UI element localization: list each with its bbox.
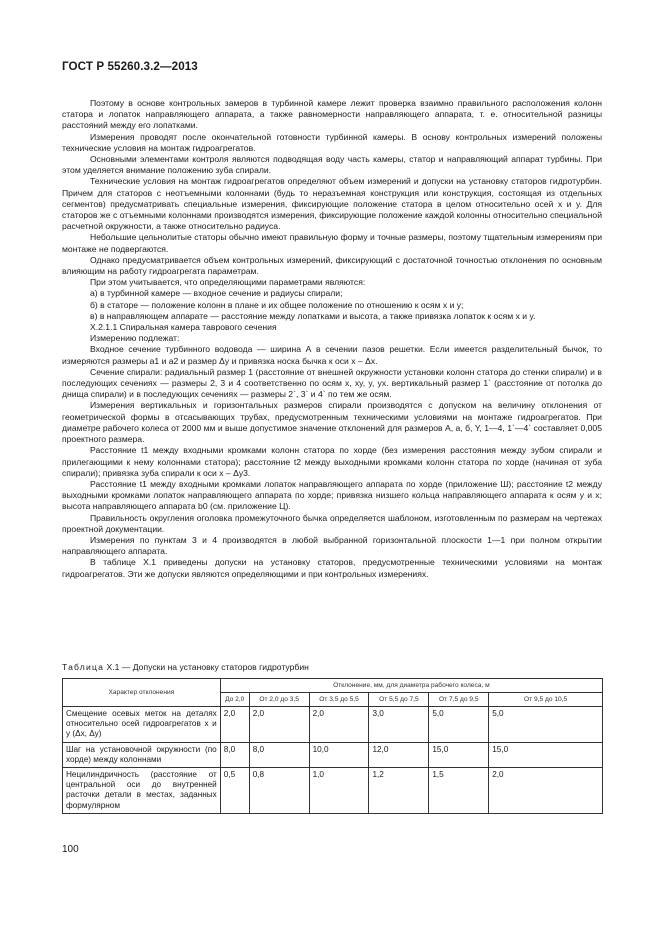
paragraph: Измерения по пунктам 3 и 4 производятся в любой выбранной горизонтальной плоскости 1—1 при полном открытии направляющего аппарата. <box>62 534 602 557</box>
table-cell: 1,5 <box>429 768 489 814</box>
paragraph: Измерения проводят после окончательной готовности турбинной камеры. В основу контрольных измерений положены технические условия на монтаж гидроагрегатов. <box>62 131 602 153</box>
sub-header: До 2,0 <box>220 693 249 707</box>
table-cell: 8,0 <box>220 742 249 767</box>
paragraph: Входное сечение турбинного водовода — ширина А в сечении пазов решетки. Если имеется разделительный бычок, то измеряются размеры a1 и a2 и размер Δy и привязка носка бычка к оси x – Δx. <box>62 344 602 366</box>
table-cell: 2,0 <box>249 707 309 743</box>
paragraph: При этом учитывается, что определяющими параметрами являются: <box>90 277 366 288</box>
paragraph: В таблице X.1 приведены допуски на установку статоров, предусмотренные техническими условиями на монтаж гидроагрегатов. Эти же допуски являются определяющими и при контрольных измерениях. <box>62 557 602 579</box>
table-caption-label: Таблица <box>62 662 105 672</box>
table-caption <box>62 662 309 672</box>
sub-header: От 3,5 до 5,5 <box>309 693 369 707</box>
paragraph: Технические условия на монтаж гидроагрегатов определяют объем измерений и допуски на установку статоров гидротурбин. Причем для статоров с неотъемными колоннами (будь то неразъемная конструкция или конструкция, состоящая из отдельных сегментов) предусматривать специальные измерения, фиксирующие положение статора в целом относительно осей x и y. Для статоров же с отъемными колоннами производятся измерения, фиксирующие положение каждой колонны относительно специальной расчетной окружности, а также относительно радиуса. <box>62 176 602 232</box>
paragraph: Расстояние t1 между входными кромками лопаток направляющего аппарата по хорде (приложение Ш); расстояние t2 между выходными кромками лопаток направляющего аппарата по хорде; привязка низшего кольца направляющего аппарата к осям y и x; высота направляющего аппарата b0 (см. приложение Ц). <box>62 478 602 512</box>
row-label: Нецилиндричность (расстояние от центральной оси до внутренней расточки детали в местах, заданных формулярном <box>63 768 221 814</box>
table-cell: 15,0 <box>489 742 603 767</box>
col-header-character: Характер отклонения <box>63 679 221 707</box>
table-cell: 12,0 <box>369 742 429 767</box>
table-cell: 1,0 <box>309 768 369 814</box>
section-heading: X.2.1.1 Спиральная камера таврового сечения <box>90 322 277 333</box>
table-row <box>63 707 603 743</box>
paragraph: Сечение спирали: радиальный размер 1 (расстояние от внешней окружности установки колонн статора до стенки спирали) и в последующих сечениях — размеры 2, 3 и 4 соответственно по осям x, xy, y, yx. вертикальный размер 1` (расстояние от потолка до днища спирали) и в последующих сечениях — размеры 2`, 3` и 4` по тем же осям. <box>62 366 602 400</box>
list-item: в) в направляющем аппарате — расстояние между лопатками и высота, а также привязка лопаток к осям x и y. <box>90 310 536 321</box>
table-cell: 2,0 <box>489 768 603 814</box>
table-cell: 5,0 <box>429 707 489 743</box>
standard-header: ГОСТ Р 55260.3.2—2013 <box>62 60 198 73</box>
table-row <box>63 742 603 767</box>
paragraph: Измерению подлежат: <box>90 333 180 344</box>
table-cell: 8,0 <box>249 742 309 767</box>
paragraph: Основными элементами контроля являются подводящая воду часть камеры, статор и направляющий аппарат турбины. При этом уделяется внимание положению зуба спирали. <box>62 154 602 176</box>
sub-header: От 5,5 до 7,5 <box>369 693 429 707</box>
row-label: Шаг на установочной окружности (по хорде) между колоннами <box>63 742 221 767</box>
table-cell: 1,2 <box>369 768 429 814</box>
table-cell: 0,5 <box>220 768 249 814</box>
sub-header: От 2,0 до 3,5 <box>249 693 309 707</box>
paragraph: Расстояние t1 между входными кромками колонн статора по хорде (без измерения расстояния между зубом спирали и прилегающими к нему колоннами статора); расстояние t2 между выходными кромками колонн статора по хорде (начиная от зуба спирали); привязка зуба спирали к оси x – Δy3. <box>62 445 602 478</box>
table-cell: 2,0 <box>220 707 249 743</box>
sub-header: От 9,5 до 10,5 <box>489 693 603 707</box>
table-caption-text: X.1 — Допуски на установку статоров гидротурбин <box>106 662 309 672</box>
list-item: а) в турбинной камере — входное сечение и радиусы спирали; <box>90 288 343 299</box>
table-cell: 0,8 <box>249 768 309 814</box>
paragraph: Измерения вертикальных и горизонтальных размеров спирали производятся с допуском на величину отклонения от геометрической формы в отсасывающих трубах, предусмотренным техническими условиями на монтаже гидроагрегатов. При диаметре рабочего колеса от 2000 мм и выше допустимое значение отклонений для размеров А, a, б, Y, 1—4, 1`—4` составляет 0,005 проектного размера. <box>62 400 602 445</box>
body-text <box>62 98 602 580</box>
table-cell: 2,0 <box>309 707 369 743</box>
paragraph: Поэтому в основе контрольных замеров в турбинной камере лежит проверка взаимно правильного расположения колонн статора и лопаток направляющего аппарата, а также равномерности направляющего аппарата, т. е. относительной разницы расстояний между его лопатками. <box>62 98 602 131</box>
table-cell: 3,0 <box>369 707 429 743</box>
sub-header: От 7,5 до 9,5 <box>429 693 489 707</box>
table-row <box>63 768 603 814</box>
paragraph: Правильность округления оголовка промежуточного бычка определяется шаблоном, изготовленным по размерам на чертежах проектной документации. <box>62 512 602 534</box>
paragraph: Однако предусматривается объем контрольных измерений, фиксирующий с достаточной точностью отклонения по основным влияющим на работу гидроагрегата параметрам. <box>62 254 602 277</box>
table-cell: 15,0 <box>429 742 489 767</box>
list-item: б) в статоре — положение колонн в плане и их общее положение по отношению к осям x и y; <box>90 299 464 310</box>
col-header-group: Отклонение, мм, для диаметра рабочего колеса, м <box>220 679 602 693</box>
tolerance-table <box>62 678 603 814</box>
paragraph: Небольшие цельнолитые статоры обычно имеют правильную форму и точные размеры, поэтому тщательным измерениям при монтаже не подвергаются. <box>62 232 602 254</box>
page-number: 100 <box>62 844 79 855</box>
table-cell: 10,0 <box>309 742 369 767</box>
table-cell: 5,0 <box>489 707 603 743</box>
row-label: Смещение осевых меток на деталях относительно осей гидроагрегатов x и y (Δx, Δy) <box>63 707 221 743</box>
